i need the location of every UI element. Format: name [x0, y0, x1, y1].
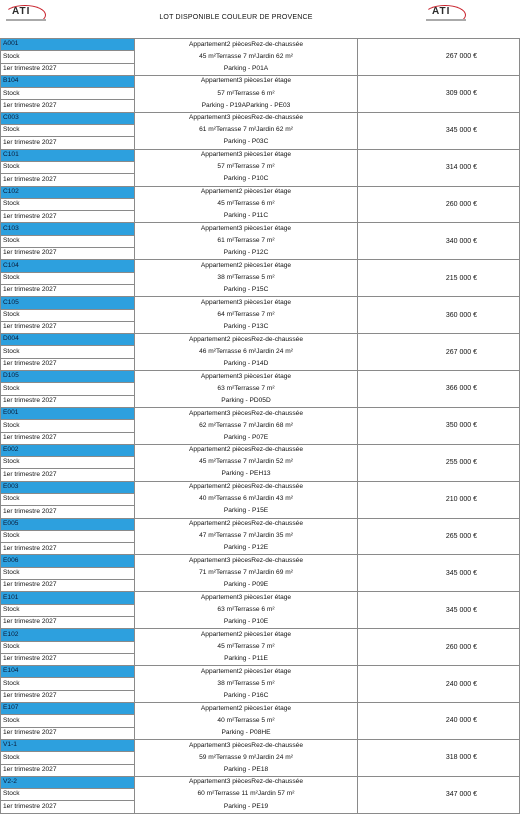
lot-parking-cell: Parking - P13C — [135, 321, 358, 333]
lot-price-cell: 210 000 € — [358, 481, 520, 518]
lot-surface-cell: 45 m²Terrasse 7 m²Jardin 52 m² — [135, 457, 358, 469]
lot-type-cell: Appartement3 pièces1er étage — [135, 149, 358, 161]
lot-type-cell: Appartement2 pièces1er étage — [135, 666, 358, 678]
lot-status-cell: Stock — [1, 161, 135, 173]
table-row — [1, 776, 520, 788]
lot-id-cell: E101 — [1, 592, 135, 604]
lot-price-cell: 347 000 € — [358, 776, 520, 813]
lot-surface-cell: 46 m²Terrasse 6 m²Jardin 24 m² — [135, 346, 358, 358]
lots-table — [0, 38, 520, 814]
lot-id-cell: E104 — [1, 666, 135, 678]
lot-type-cell: Appartement3 pièces1er étage — [135, 297, 358, 309]
lot-price-cell: 267 000 € — [358, 39, 520, 76]
lot-id-cell: E102 — [1, 629, 135, 641]
table-row — [1, 666, 520, 678]
lot-parking-cell: Parking - P03C — [135, 137, 358, 149]
lot-id-cell: E002 — [1, 444, 135, 456]
lot-type-cell: Appartement3 piècesRez-de-chaussée — [135, 776, 358, 788]
lot-status-cell: Stock — [1, 493, 135, 505]
table-row — [1, 334, 520, 346]
lot-delivery-cell: 1er trimestre 2027 — [1, 653, 135, 665]
lot-status-cell: Stock — [1, 752, 135, 764]
lot-delivery-cell: 1er trimestre 2027 — [1, 506, 135, 518]
table-row — [1, 629, 520, 641]
lot-surface-cell: 71 m²Terrasse 7 m²Jardin 69 m² — [135, 567, 358, 579]
page-header — [0, 0, 472, 38]
lot-price-cell: 309 000 € — [358, 75, 520, 112]
lot-delivery-cell: 1er trimestre 2027 — [1, 321, 135, 333]
lot-delivery-cell: 1er trimestre 2027 — [1, 248, 135, 260]
lot-delivery-cell: 1er trimestre 2027 — [1, 284, 135, 296]
lot-price-cell: 240 000 € — [358, 703, 520, 740]
lot-price-cell: 345 000 € — [358, 555, 520, 592]
company-logo-right — [424, 2, 468, 26]
lot-surface-cell: 57 m²Terrasse 7 m² — [135, 161, 358, 173]
lot-surface-cell: 61 m²Terrasse 7 m² — [135, 235, 358, 247]
lot-surface-cell: 45 m²Terrasse 7 m²Jardin 62 m² — [135, 51, 358, 63]
lot-parking-cell: Parking - P11C — [135, 211, 358, 223]
lot-price-cell: 260 000 € — [358, 629, 520, 666]
lot-status-cell: Stock — [1, 789, 135, 801]
lot-status-cell: Stock — [1, 530, 135, 542]
lot-price-cell: 215 000 € — [358, 260, 520, 297]
lot-parking-cell: Parking - P15C — [135, 284, 358, 296]
lot-type-cell: Appartement2 piècesRez-de-chaussée — [135, 518, 358, 530]
lot-type-cell: Appartement3 pièces1er étage — [135, 592, 358, 604]
lot-price-cell: 318 000 € — [358, 739, 520, 776]
lot-id-cell: C105 — [1, 297, 135, 309]
page-title: LOT DISPONIBLE COULEUR DE PROVENCE — [159, 14, 313, 21]
table-row — [1, 555, 520, 567]
lot-id-cell: V1-1 — [1, 739, 135, 751]
lot-price-cell: 265 000 € — [358, 518, 520, 555]
lot-delivery-cell: 1er trimestre 2027 — [1, 801, 135, 813]
table-row — [1, 75, 520, 87]
lot-parking-cell: Parking - P15E — [135, 506, 358, 518]
lot-status-cell: Stock — [1, 567, 135, 579]
lot-surface-cell: 40 m²Terrasse 6 m²Jardin 43 m² — [135, 493, 358, 505]
lot-status-cell: Stock — [1, 272, 135, 284]
lot-type-cell: Appartement2 pièces1er étage — [135, 260, 358, 272]
lot-surface-cell: 64 m²Terrasse 7 m² — [135, 309, 358, 321]
lot-type-cell: Appartement3 pièces1er étage — [135, 223, 358, 235]
lot-parking-cell: Parking - P08HE — [135, 727, 358, 739]
lot-parking-cell: Parking - P09E — [135, 580, 358, 592]
lot-status-cell: Stock — [1, 678, 135, 690]
lot-id-cell: C102 — [1, 186, 135, 198]
lot-status-cell: Stock — [1, 604, 135, 616]
lot-surface-cell: 62 m²Terrasse 7 m²Jardin 68 m² — [135, 420, 358, 432]
table-row — [1, 39, 520, 51]
lot-delivery-cell: 1er trimestre 2027 — [1, 727, 135, 739]
lot-delivery-cell: 1er trimestre 2027 — [1, 358, 135, 370]
lot-delivery-cell: 1er trimestre 2027 — [1, 211, 135, 223]
lot-type-cell: Appartement2 piècesRez-de-chaussée — [135, 39, 358, 51]
logo-right-text: ATI — [432, 6, 451, 17]
table-row — [1, 297, 520, 309]
lot-id-cell: C101 — [1, 149, 135, 161]
lot-delivery-cell: 1er trimestre 2027 — [1, 764, 135, 776]
lot-price-cell: 350 000 € — [358, 407, 520, 444]
lot-id-cell: D105 — [1, 371, 135, 383]
table-row — [1, 518, 520, 530]
lot-surface-cell: 63 m²Terrasse 7 m² — [135, 383, 358, 395]
lot-price-cell: 366 000 € — [358, 371, 520, 408]
lot-surface-cell: 63 m²Terrasse 6 m² — [135, 604, 358, 616]
lot-parking-cell: Parking - P16C — [135, 690, 358, 702]
lot-parking-cell: Parking - PE18 — [135, 764, 358, 776]
lot-surface-cell: 59 m²Terrasse 9 m²Jardin 24 m² — [135, 752, 358, 764]
lot-price-cell: 267 000 € — [358, 334, 520, 371]
lot-surface-cell: 57 m²Terrasse 6 m² — [135, 88, 358, 100]
lot-delivery-cell: 1er trimestre 2027 — [1, 469, 135, 481]
table-row — [1, 223, 520, 235]
lot-surface-cell: 60 m²Terrasse 11 m²Jardin 57 m² — [135, 789, 358, 801]
lot-status-cell: Stock — [1, 420, 135, 432]
lot-parking-cell: Parking - P01A — [135, 63, 358, 75]
lot-surface-cell: 38 m²Terrasse 5 m² — [135, 272, 358, 284]
lot-price-cell: 345 000 € — [358, 592, 520, 629]
lot-price-cell: 260 000 € — [358, 186, 520, 223]
lot-surface-cell: 38 m²Terrasse 5 m² — [135, 678, 358, 690]
table-row — [1, 444, 520, 456]
lot-type-cell: Appartement3 pièces1er étage — [135, 75, 358, 87]
table-row — [1, 112, 520, 124]
lot-surface-cell: 40 m²Terrasse 5 m² — [135, 715, 358, 727]
lot-type-cell: Appartement3 piècesRez-de-chaussée — [135, 739, 358, 751]
lot-delivery-cell: 1er trimestre 2027 — [1, 137, 135, 149]
logo-left-text: ATI — [12, 6, 31, 17]
lot-parking-cell: Parking - P07E — [135, 432, 358, 444]
lot-status-cell: Stock — [1, 125, 135, 137]
lot-id-cell: E001 — [1, 407, 135, 419]
table-row — [1, 592, 520, 604]
lot-type-cell: Appartement2 piècesRez-de-chaussée — [135, 481, 358, 493]
lot-id-cell: E005 — [1, 518, 135, 530]
lot-id-cell: C104 — [1, 260, 135, 272]
lot-parking-cell: Parking - P12E — [135, 543, 358, 555]
lot-parking-cell: Parking - P11E — [135, 653, 358, 665]
lot-id-cell: V2-2 — [1, 776, 135, 788]
lot-type-cell: Appartement3 piècesRez-de-chaussée — [135, 407, 358, 419]
lot-parking-cell: Parking - P10E — [135, 616, 358, 628]
lot-type-cell: Appartement2 piècesRez-de-chaussée — [135, 444, 358, 456]
lot-delivery-cell: 1er trimestre 2027 — [1, 174, 135, 186]
lot-parking-cell: Parking - P12C — [135, 248, 358, 260]
lot-status-cell: Stock — [1, 715, 135, 727]
lot-status-cell: Stock — [1, 383, 135, 395]
lot-price-cell: 340 000 € — [358, 223, 520, 260]
lot-id-cell: E003 — [1, 481, 135, 493]
lot-type-cell: Appartement2 piècesRez-de-chaussée — [135, 334, 358, 346]
lot-delivery-cell: 1er trimestre 2027 — [1, 543, 135, 555]
lot-type-cell: Appartement3 piècesRez-de-chaussée — [135, 112, 358, 124]
lot-status-cell: Stock — [1, 198, 135, 210]
table-row — [1, 371, 520, 383]
lot-status-cell: Stock — [1, 457, 135, 469]
lot-type-cell: Appartement2 pièces1er étage — [135, 186, 358, 198]
lot-surface-cell: 47 m²Terrasse 7 m²Jardin 35 m² — [135, 530, 358, 542]
lot-delivery-cell: 1er trimestre 2027 — [1, 690, 135, 702]
table-row — [1, 186, 520, 198]
lot-parking-cell: Parking - PEH13 — [135, 469, 358, 481]
lot-surface-cell: 45 m²Terrasse 7 m² — [135, 641, 358, 653]
lot-parking-cell: Parking - P19AParking - PE03 — [135, 100, 358, 112]
lot-id-cell: C003 — [1, 112, 135, 124]
table-row — [1, 149, 520, 161]
lot-surface-cell: 45 m²Terrasse 6 m² — [135, 198, 358, 210]
lot-parking-cell: Parking - P10C — [135, 174, 358, 186]
lot-status-cell: Stock — [1, 641, 135, 653]
lot-parking-cell: Parking - PE19 — [135, 801, 358, 813]
lot-type-cell: Appartement2 pièces1er étage — [135, 703, 358, 715]
logo-tagline-bar — [426, 19, 466, 21]
lot-status-cell: Stock — [1, 88, 135, 100]
lot-delivery-cell: 1er trimestre 2027 — [1, 580, 135, 592]
lot-id-cell: A001 — [1, 39, 135, 51]
lot-delivery-cell: 1er trimestre 2027 — [1, 100, 135, 112]
lot-type-cell: Appartement2 pièces1er étage — [135, 629, 358, 641]
lot-id-cell: E006 — [1, 555, 135, 567]
lot-delivery-cell: 1er trimestre 2027 — [1, 395, 135, 407]
table-row — [1, 703, 520, 715]
lot-parking-cell: Parking - PD05D — [135, 395, 358, 407]
lot-price-cell: 255 000 € — [358, 444, 520, 481]
table-row — [1, 739, 520, 751]
table-row — [1, 407, 520, 419]
lot-id-cell: E107 — [1, 703, 135, 715]
lot-price-cell: 240 000 € — [358, 666, 520, 703]
lot-delivery-cell: 1er trimestre 2027 — [1, 616, 135, 628]
lot-price-cell: 345 000 € — [358, 112, 520, 149]
lot-type-cell: Appartement3 piècesRez-de-chaussée — [135, 555, 358, 567]
table-row — [1, 260, 520, 272]
lot-price-cell: 360 000 € — [358, 297, 520, 334]
table-row — [1, 481, 520, 493]
lot-id-cell: D004 — [1, 334, 135, 346]
lot-status-cell: Stock — [1, 346, 135, 358]
lot-status-cell: Stock — [1, 51, 135, 63]
lot-status-cell: Stock — [1, 235, 135, 247]
lot-delivery-cell: 1er trimestre 2027 — [1, 432, 135, 444]
lot-parking-cell: Parking - P14D — [135, 358, 358, 370]
lot-id-cell: C103 — [1, 223, 135, 235]
lot-id-cell: B104 — [1, 75, 135, 87]
lot-delivery-cell: 1er trimestre 2027 — [1, 63, 135, 75]
lot-type-cell: Appartement3 pièces1er étage — [135, 371, 358, 383]
lot-status-cell: Stock — [1, 309, 135, 321]
lot-surface-cell: 61 m²Terrasse 7 m²Jardin 62 m² — [135, 125, 358, 137]
lot-price-cell: 314 000 € — [358, 149, 520, 186]
